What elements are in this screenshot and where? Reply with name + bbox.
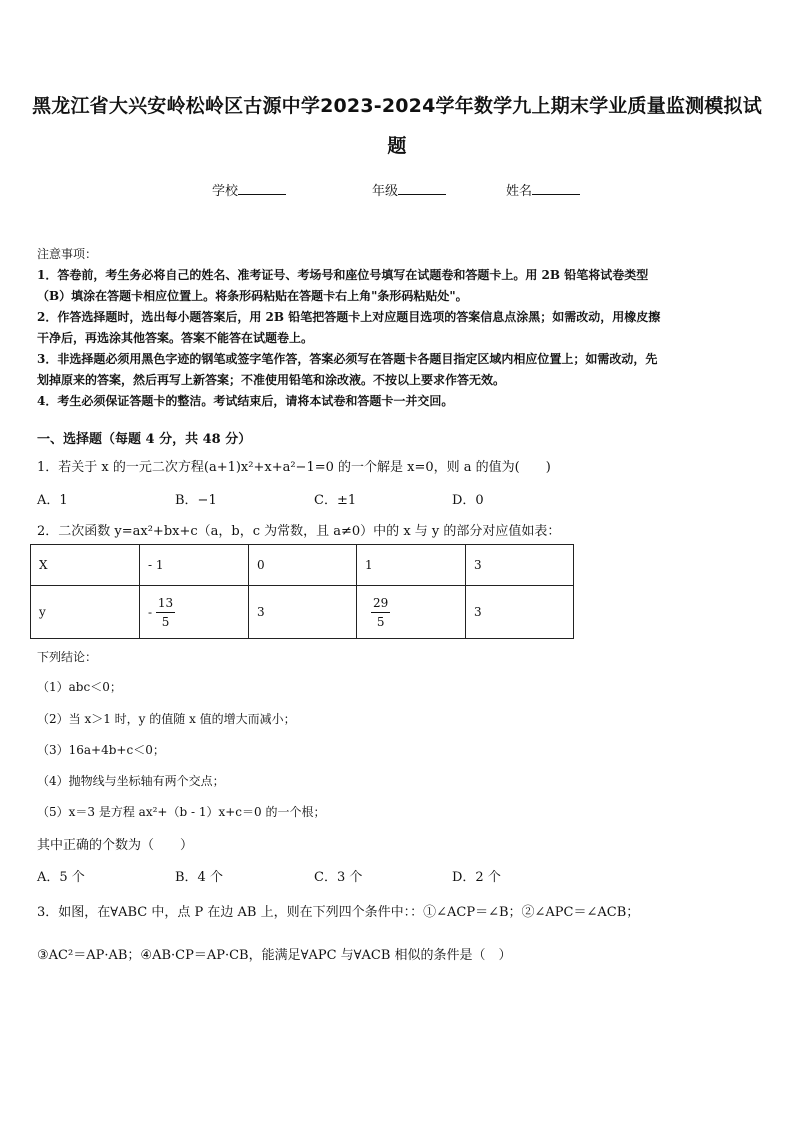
question-3-line-2: ③AC²＝AP·AB；④AB·CP＝AP·CB，能满足∀APC 与∀ACB 相似的条件是（ ） bbox=[37, 948, 512, 963]
q1-option-c[interactable]: C．±1 bbox=[314, 493, 357, 508]
q2-option-d[interactable]: D．2 个 bbox=[452, 870, 501, 885]
grade-label: 年级 bbox=[372, 184, 399, 199]
name-field[interactable] bbox=[506, 180, 580, 199]
fraction bbox=[156, 594, 175, 631]
school-field[interactable] bbox=[212, 180, 286, 199]
conclusion-item: （5）x＝3 是方程 ax²+（b - 1）x+c＝0 的一个根； bbox=[37, 805, 326, 819]
table-cell: y bbox=[31, 586, 140, 639]
grade-field[interactable] bbox=[372, 180, 446, 199]
q1-option-b[interactable]: B．−1 bbox=[175, 493, 217, 508]
q1-option-d[interactable]: D．0 bbox=[452, 493, 484, 508]
table-cell-fraction bbox=[140, 586, 249, 639]
table-cell: 3 bbox=[249, 586, 357, 639]
notice-line: 3．非选择题必须用黑色字迹的钢笔或签字笔作答，答案必须写在答题卡各题目指定区域内相应位置上；如需改动，先 bbox=[37, 352, 658, 366]
notice-line: 2．作答选择题时，选出每小题答案后，用 2B 铅笔把答题卡上对应题目选项的答案信息点涂黑；如需改动，用橡皮擦 bbox=[37, 310, 661, 324]
value-table bbox=[30, 544, 574, 639]
fraction-denominator: 5 bbox=[161, 614, 170, 629]
notice-line: 干净后，再选涂其他答案。答案不能答在试题卷上。 bbox=[37, 331, 314, 345]
table-cell: - 1 bbox=[140, 545, 249, 586]
fraction-numerator: 29 bbox=[371, 594, 390, 613]
title-line-2: 题 bbox=[387, 135, 407, 157]
conclusion-item: （2）当 x＞1 时，y 的值随 x 值的增大而减小； bbox=[37, 712, 296, 726]
fraction-numerator: 13 bbox=[156, 594, 175, 613]
name-label: 姓名 bbox=[506, 184, 533, 199]
q1-option-a[interactable]: A．1 bbox=[37, 493, 68, 508]
table-row bbox=[31, 545, 574, 586]
table-cell: 1 bbox=[357, 545, 466, 586]
school-blank[interactable] bbox=[238, 182, 286, 195]
notice-line: 4．考生必须保证答题卡的整洁。考试结束后，请将本试卷和答题卡一并交回。 bbox=[37, 394, 454, 408]
question-3-line-1: 3．如图，在∀ABC 中，点 P 在边 AB 上，则在下列四个条件中：：①∠ACP＝∠B；②∠APC＝∠ACB； bbox=[37, 905, 640, 920]
conclusion-item: （1）abc＜0； bbox=[37, 680, 122, 694]
notice-heading: 注意事项： bbox=[37, 247, 98, 261]
q2-option-c[interactable]: C．3 个 bbox=[314, 870, 363, 885]
q2-option-a[interactable]: A．5 个 bbox=[37, 870, 85, 885]
fraction-denominator: 5 bbox=[376, 614, 385, 629]
q2-option-b[interactable]: B．4 个 bbox=[175, 870, 223, 885]
notice-line: 划掉原来的答案，然后再写上新答案；不准使用铅笔和涂改液。不按以上要求作答无效。 bbox=[37, 373, 506, 387]
section-heading: 一、选择题（每题 4 分，共 48 分） bbox=[37, 432, 252, 447]
conclusion-item: （4）抛物线与坐标轴有两个交点； bbox=[37, 774, 225, 788]
conclusion-item: （3）16a+4b+c＜0； bbox=[37, 743, 165, 757]
school-label: 学校 bbox=[212, 184, 239, 199]
title-line-1: 黑龙江省大兴安岭松岭区古源中学2023-2024学年数学九上期末学业质量监测模拟试 bbox=[32, 95, 762, 117]
page-title bbox=[30, 86, 764, 166]
table-cell: 3 bbox=[466, 545, 574, 586]
notice-line: （B）填涂在答题卡相应位置上。将条形码粘贴在答题卡右上角"条形码粘贴处"。 bbox=[37, 289, 468, 303]
table-cell-fraction bbox=[357, 586, 466, 639]
question-1-stem: 1．若关于 x 的一元二次方程(a+1)x²+x+a²−1=0 的一个解是 x=0，则 a 的值为( ) bbox=[37, 460, 551, 475]
notice-line: 1．答卷前，考生务必将自己的姓名、准考证号、考场号和座位号填写在试题卷和答题卡上。用 2B 铅笔将试卷类型 bbox=[37, 268, 649, 282]
table-cell: 3 bbox=[466, 586, 574, 639]
notice-block bbox=[37, 244, 759, 412]
student-info-row bbox=[0, 180, 794, 200]
table-row bbox=[31, 586, 574, 639]
fraction bbox=[371, 594, 390, 631]
question-2-ask: 其中正确的个数为（ ） bbox=[37, 838, 194, 853]
table-cell: 0 bbox=[249, 545, 357, 586]
table-cell: X bbox=[31, 545, 140, 586]
grade-blank[interactable] bbox=[398, 182, 446, 195]
name-blank[interactable] bbox=[532, 182, 580, 195]
minus-sign: - bbox=[148, 605, 153, 619]
question-2-stem: 2．二次函数 y=ax²+bx+c（a，b，c 为常数，且 a≠0）中的 x 与 y 的部分对应值如表： bbox=[37, 524, 561, 539]
conclusions-intro: 下列结论： bbox=[37, 650, 98, 664]
